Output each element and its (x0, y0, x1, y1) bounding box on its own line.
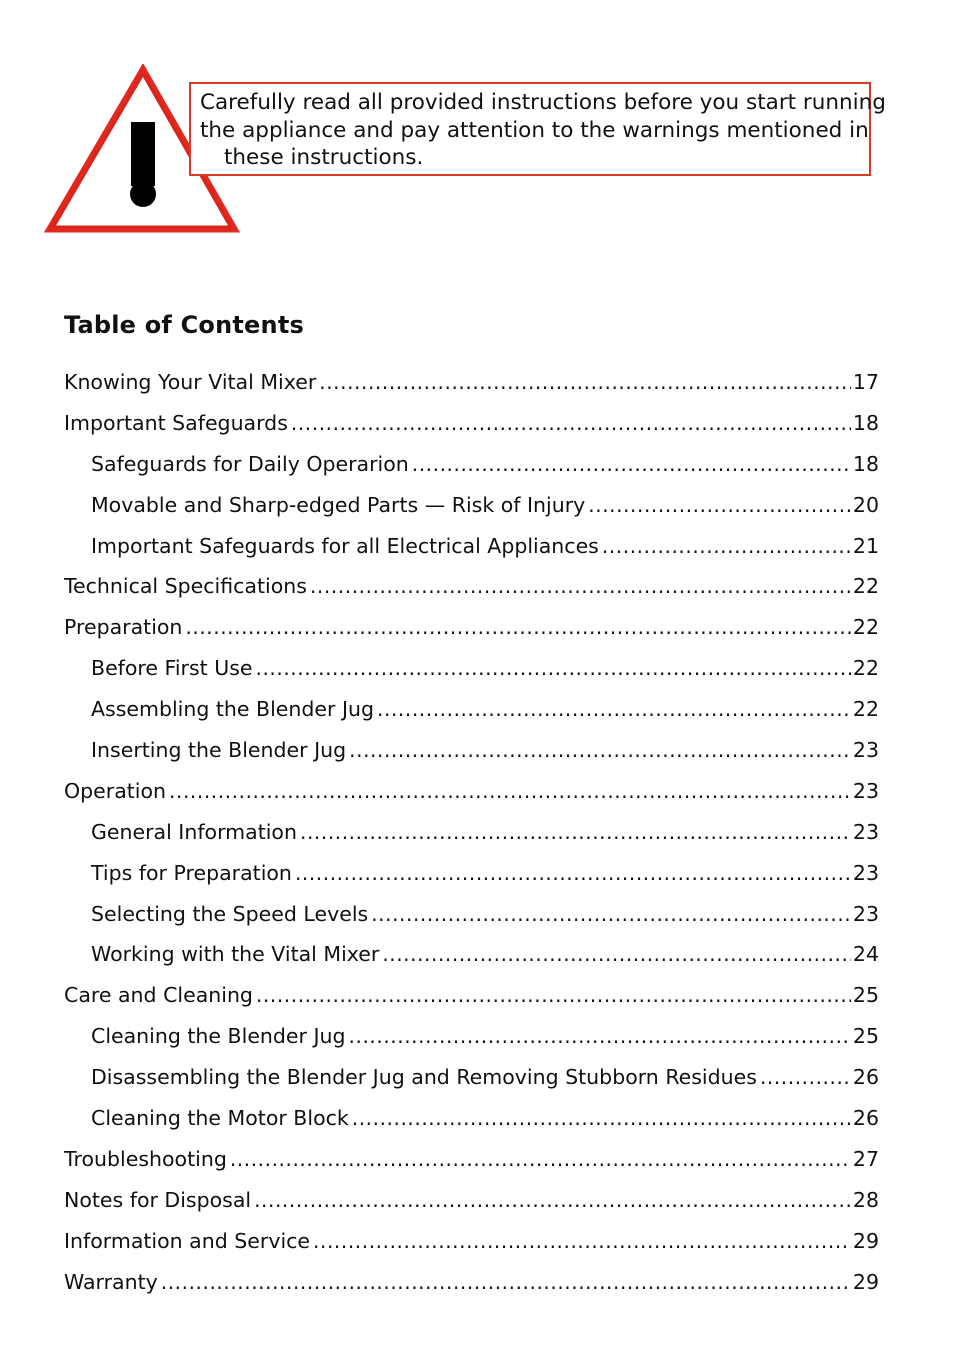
toc-entry[interactable] (64, 650, 879, 691)
toc-entry-page: 25 (852, 983, 879, 1008)
toc-entry[interactable] (64, 814, 879, 855)
toc-entry-page: 28 (852, 1187, 879, 1212)
toc-entry-label: Notes for Disposal (64, 1182, 254, 1218)
toc-entry[interactable] (64, 1223, 879, 1264)
toc-dot-leader (295, 855, 851, 891)
toc-entry-page: 21 (852, 533, 879, 558)
toc-entry-label: Safeguards for Daily Operarion (91, 446, 412, 482)
toc-entry-page: 29 (852, 1269, 879, 1294)
toc-dot-leader (256, 977, 851, 1013)
toc-dot-leader (602, 528, 851, 564)
toc-entry-page: 22 (852, 697, 879, 722)
toc-entry-page: 26 (852, 1065, 879, 1090)
toc-dot-leader (382, 936, 851, 972)
toc-dot-leader (310, 568, 851, 604)
toc-title: Table of Contents (64, 311, 304, 339)
toc-entry[interactable] (64, 405, 879, 446)
toc-entry-label: Assembling the Blender Jug (91, 691, 377, 727)
toc-entry-label: Information and Service (64, 1223, 313, 1259)
toc-dot-leader (349, 732, 851, 768)
toc-entry[interactable] (64, 896, 879, 937)
toc-entry[interactable] (64, 487, 879, 528)
toc-dot-leader (169, 773, 851, 809)
toc-dot-leader (377, 691, 851, 727)
toc-list (64, 364, 879, 1304)
toc-entry-label: Operation (64, 773, 169, 809)
toc-entry[interactable] (64, 528, 879, 569)
toc-dot-leader (760, 1059, 851, 1095)
toc-entry-page: 23 (852, 901, 879, 926)
toc-entry[interactable] (64, 1182, 879, 1223)
toc-entry-label: Cleaning the Blender Jug (91, 1018, 349, 1054)
toc-entry[interactable] (64, 773, 879, 814)
toc-entry-page: 22 (852, 656, 879, 681)
toc-entry-page: 18 (852, 451, 879, 476)
toc-entry-page: 18 (852, 410, 879, 435)
toc-dot-leader (161, 1264, 851, 1300)
toc-entry-page: 23 (852, 778, 879, 803)
toc-entry-page: 23 (852, 738, 879, 763)
toc-entry[interactable] (64, 1059, 879, 1100)
toc-entry-page: 23 (852, 819, 879, 844)
toc-entry-label: Disassembling the Blender Jug and Removing Stubborn Residues (91, 1059, 760, 1095)
toc-dot-leader (412, 446, 851, 482)
toc-entry-label: Troubleshooting (64, 1141, 230, 1177)
toc-entry-label: Selecting the Speed Levels (91, 896, 371, 932)
toc-entry-page: 27 (852, 1146, 879, 1171)
toc-entry-label: Important Safeguards (64, 405, 291, 441)
toc-entry[interactable] (64, 364, 879, 405)
toc-entry-page: 22 (852, 574, 879, 599)
toc-entry-label: Preparation (64, 609, 185, 645)
toc-entry[interactable] (64, 568, 879, 609)
toc-entry[interactable] (64, 691, 879, 732)
warning-text-line-3: these instructions. (224, 145, 424, 170)
toc-entry[interactable] (64, 855, 879, 896)
toc-entry-label: Important Safeguards for all Electrical Appliances (91, 528, 602, 564)
toc-dot-leader (349, 1018, 851, 1054)
toc-dot-leader (371, 896, 851, 932)
toc-entry-label: Before First Use (91, 650, 256, 686)
toc-entry-label: Inserting the Blender Jug (91, 732, 349, 768)
toc-entry-page: 29 (852, 1228, 879, 1253)
toc-entry-page: 26 (852, 1106, 879, 1131)
toc-dot-leader (588, 487, 851, 523)
toc-entry-label: Care and Cleaning (64, 977, 256, 1013)
toc-entry[interactable] (64, 732, 879, 773)
toc-entry[interactable] (64, 446, 879, 487)
warning-text-line-2: the appliance and pay attention to the warnings mentioned in (200, 117, 869, 143)
toc-entry-page: 20 (852, 492, 879, 517)
toc-dot-leader (352, 1100, 851, 1136)
toc-entry-page: 24 (852, 942, 879, 967)
toc-entry-label: Cleaning the Motor Block (91, 1100, 352, 1136)
toc-dot-leader (256, 650, 851, 686)
toc-entry[interactable] (64, 1141, 879, 1182)
toc-entry[interactable] (64, 609, 879, 650)
toc-entry-label: Technical Specifications (64, 568, 310, 604)
toc-dot-leader (319, 364, 851, 400)
toc-entry-page: 17 (852, 370, 879, 394)
toc-dot-leader (230, 1141, 851, 1177)
toc-entry[interactable] (64, 1018, 879, 1059)
toc-dot-leader (313, 1223, 851, 1259)
toc-entry-page: 23 (852, 860, 879, 885)
toc-entry[interactable] (64, 1100, 879, 1141)
toc-dot-leader (254, 1182, 851, 1218)
toc-entry-label: General Information (91, 814, 300, 850)
toc-entry-label: Tips for Preparation (91, 855, 295, 891)
toc-entry[interactable] (64, 1264, 879, 1305)
toc-entry-label: Warranty (64, 1264, 161, 1300)
warning-text-line-1: Carefully read all provided instructions before you start running (200, 90, 886, 115)
toc-entry-label: Movable and Sharp-edged Parts — Risk of Injury (91, 487, 588, 523)
toc-dot-leader (185, 609, 850, 645)
toc-entry[interactable] (64, 936, 879, 977)
toc-entry-page: 22 (852, 615, 879, 640)
toc-entry-label: Knowing Your Vital Mixer (64, 364, 319, 400)
toc-entry[interactable] (64, 977, 879, 1018)
toc-entry-page: 25 (852, 1024, 879, 1049)
warning-notice (189, 82, 886, 176)
toc-dot-leader (300, 814, 851, 850)
toc-dot-leader (291, 405, 851, 441)
toc-entry-label: Working with the Vital Mixer (91, 936, 382, 972)
